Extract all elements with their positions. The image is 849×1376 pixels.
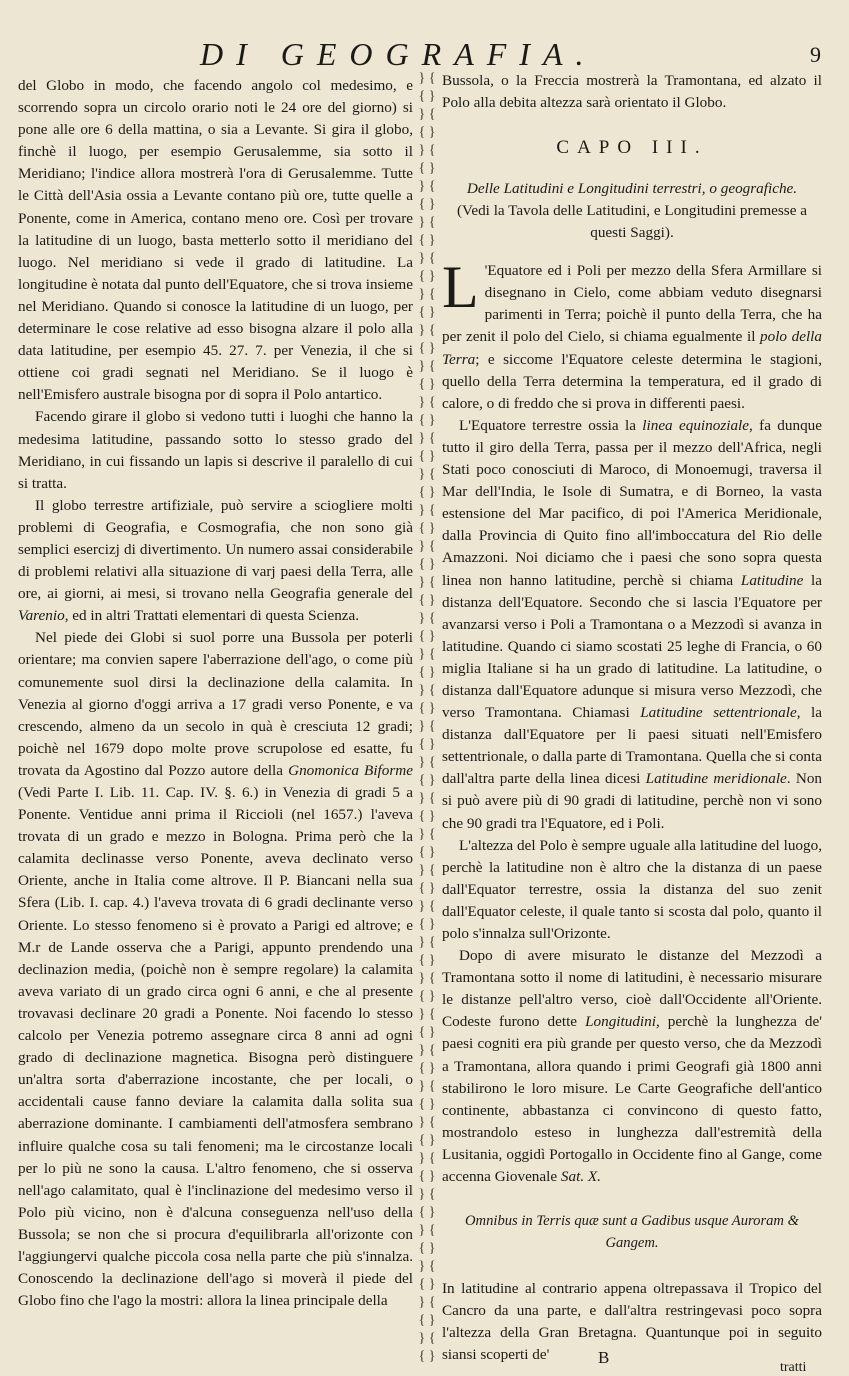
ornament-glyph: { }: [418, 125, 436, 140]
ornament-glyph: } {: [418, 107, 436, 122]
ornament-glyph: { }: [418, 1205, 436, 1220]
ornament-glyph: { }: [418, 1025, 436, 1040]
ornament-glyph: } {: [418, 1331, 436, 1346]
ornament-glyph: } {: [418, 539, 436, 554]
text-run: ; e siccome l'Equatore celeste determina le stagioni, quello della Terra determina la temperatura, ed il grado di calore, o di freddo che si prova in differenti paesi.: [442, 350, 822, 412]
ornament-glyph: } {: [418, 1115, 436, 1130]
text-run: 'Equatore ed i Poli per mezzo della Sfera Armillare si disegnano in Cielo, come abbiam veduto disegnarsi parimenti in Terra; poichè il punto della Terra, che ha per zenit il polo del Cielo, si chiama egualmente il: [442, 262, 822, 346]
italic-text: Sat. X.: [560, 1168, 601, 1186]
drop-cap: L: [442, 254, 479, 321]
italic-text: polo della Terra: [442, 328, 822, 368]
ornament-glyph: } {: [418, 1079, 436, 1094]
paragraph: del Globo in modo, che facendo angolo col medesimo, e scorrendo sopra un circolo orario noti le 24 ore del giorno) si pone alle ore 6 della mattina, o sia a Levante. Si gira il globo, finchè il luogo, per esempio Gerusalemme, sia sotto il Meridiano; l'indice allora mostrerà l'ora di Gerusalemme. Tutte le Città dell'Asia ossia a Levante contano più ore, tutte quelle a Ponente, come in America, contano meno ore. Così per trovare la latitudine di un luogo, basta metterlo sotto il meridiano del luogo. Nel meridiano si vede il grado di latitudine. La longitudine è notata dal punto dell'Equatore, che si trova insieme nel Meridiano. Quando si conosce la latitudine di un luogo, per determinare le cose relative ad esso bisogna alzare il polo alla data latitudine, per esempio 45. 27. 7. per Venezia, il che si ottiene coi gradi segnati nel Meridiano. Se il luogo è nell'Emisfero australe bisogna por di sopra il Polo antartico.: [18, 77, 413, 404]
paragraph: [18, 627, 413, 1312]
ornament-glyph: } {: [418, 1151, 436, 1166]
ornament-glyph: { }: [418, 737, 436, 752]
ornament-glyph: { }: [418, 413, 436, 428]
paragraph: [442, 945, 822, 1188]
ornament-glyph: } {: [418, 1295, 436, 1310]
chapter-subtitle-plain: (Vedi la Tavola delle Latitudini, e Longitudini premesse a questi Saggi).: [457, 202, 807, 242]
page-number: 9: [810, 42, 821, 67]
ornament-glyph: { }: [418, 989, 436, 1004]
ornament-glyph: } {: [418, 647, 436, 662]
ornament-glyph: { }: [418, 233, 436, 248]
ornament-glyph: } {: [418, 683, 436, 698]
ornament-glyph: { }: [418, 449, 436, 464]
ornament-glyph: } {: [418, 899, 436, 914]
ornament-glyph: { }: [418, 665, 436, 680]
ornament-glyph: } {: [418, 935, 436, 950]
ornament-glyph: } {: [418, 1223, 436, 1238]
italic-text: linea equinoziale: [642, 416, 750, 434]
ornament-glyph: { }: [418, 1097, 436, 1112]
running-head: [0, 38, 849, 70]
ornament-glyph: } {: [418, 287, 436, 302]
ornament-glyph: } {: [418, 359, 436, 374]
paragraph: Facendo girare il globo si vedono tutti i luoghi che hanno la medesima latitudine, passando sotto lo stesso grado del Meridiano, in cui fissando un lapis si descrive il paralello di cui si tratta.: [18, 408, 413, 492]
ornament-glyph: } {: [418, 251, 436, 266]
paragraph: In latitudine al contrario appena oltrepassava il Tropico del Cancro da una parte, e dall'altra restringevasi poco sopra l'altezza della Gran Bretagna. Quantunque poi in seguito siansi scoperti de': [442, 1280, 822, 1364]
text-run: , fa dunque tutto il giro della Terra, passa per il mezzo dell'Africa, negli Stati poco conosciuti di Maroco, di Monoemugi, traversa il Mar dell'India, le Isole di Sumatra, e di Borneo, la vasta estensione del Mar pacifico, di poi l'America Meridionale, dalla Provincia di Quito fino all'imboccatura del Rio delle Amazzoni. Noi diciamo che i paesi che sono sopra questa linea non hanno latitudine, perchè si chiama: [442, 416, 822, 589]
ornament-glyph: { }: [418, 881, 436, 896]
ornament-glyph: } {: [418, 971, 436, 986]
ornament-glyph: { }: [418, 161, 436, 176]
ornament-glyph: } {: [418, 467, 436, 482]
ornament-glyph: } {: [418, 179, 436, 194]
italic-text: Latitudine settentrionale: [640, 704, 797, 722]
ornament-glyph: { }: [418, 845, 436, 860]
ornament-glyph: { }: [418, 1277, 436, 1292]
text-run: Nel piede dei Globi si suol porre una Bussola per poterli orientare; ma convien sapere l'aberrazione dell'ago, o come più comunemente suol dirsi la declinazione della calamita. In Venezia al giorno d'oggi arriva a 17 gradi verso Ponente, e va crescendo, almeno da un secolo in quà è cresciuta 12 gradi; poichè nel 1679 dopo molte prove scrupolose ed esatte, fu trovata da Agostino dal Pozzo autore della: [18, 629, 413, 779]
ornament-glyph: } {: [418, 1043, 436, 1058]
italic-text: Latitudine meridionale: [645, 770, 787, 788]
chapter-subtitle-italic: Delle Latitudini e Longitudini terrestri, o geografiche.: [466, 180, 798, 198]
signature-mark: B: [598, 1348, 610, 1367]
ornament-glyph: { }: [418, 917, 436, 932]
ornament-glyph: } {: [418, 323, 436, 338]
ornament-glyph: { }: [418, 773, 436, 788]
ornament-glyph: } {: [418, 1259, 436, 1274]
ornament-glyph: } {: [418, 71, 436, 86]
text-run: Il globo terrestre artifiziale, può servire a sciogliere molti problemi di Geografia, e Cosmografia, che non sono già semplici esercizj di divertimento. Un numero assai considerabile di problemi relativi alla situazione di varj paesi della Terra, alle ore, ai giorni, ai mesi, si trovano nella Geografia generale del: [18, 496, 413, 603]
ornament-glyph: { }: [418, 1133, 436, 1148]
text-run: . Non si può avere più di 90 gradi di latitudine, perchè non vi sono che 90 gradi tra l'Equatore, ed i Poli.: [442, 770, 823, 832]
text-run: (Vedi Parte I. Lib. 11. Cap. IV. §. 6.) in Venezia di gradi 5 a Ponente. Ventidue anni prima il Riccioli (nel 1657.) l'aveva trovata di un grado e mezzo in Bologna. Prima però che la calamita declinasse verso Ponente, aveva declinato verso Oriente, anche in Italia come altrove. Il P. Biancani nella sua Sfera (Lib. I. cap. 4.) l'aveva trovata di 6 gradi declinante verso Oriente. Lo stesso fenomeno si è provato a Parigi ed altrove; e M.r de Lande osserva che a Parigi, appunto prendendo una declinazion media, (poichè non è sempre regolare) la calamita aveva variato di un grado circa ogni 6 anni, e che al presente trovavasi declinare 20 gradi a Ponente. Noi facendo lo stesso calcolo per Venezia potremo assegnare circa 8 anni ad ogni grado di declinazione magnetica. Bisogna però distinguere un'altra sorta d'aberrazione incostante, che per locali, o accidentali cause fanno deviare la calamita dalla solita sua aberrazione dominante. I cambiamenti dell'atmosfera sembrano influire qualche cosa su tali fenomeni; ma le circostanze locali per lo più ne sono la causa. L'altro fenomeno, che si osserva nell'ago calamitato, qual è l'inclinazione del medesimo verso il Polo più vicino, non è d'alcuna conseguenza nell'uso della Bussola; se non che si procura d'equilibrarla all'orizonte con l'aggiungervi qualche piccola cosa nella parte che più s'innalza. Conoscendo la declinazione dell'ago si moverà il piede del Globo fino che l'ago la mostri: allora la linea principale della: [18, 784, 413, 1310]
column-divider-ornament: [414, 70, 440, 1370]
ornament-glyph: { }: [418, 305, 436, 320]
ornament-glyph: { }: [418, 269, 436, 284]
ornament-glyph: { }: [418, 701, 436, 716]
italic-text: Latitudine: [740, 571, 804, 589]
italic-text: Varenio: [18, 607, 65, 625]
chapter-subtitle: [442, 178, 822, 244]
chapter-title: CAPO III.: [556, 137, 708, 159]
paragraph: Bussola, o la Freccia mostrerà la Tramontana, ed alzato il Polo alla debita altezza sarà orientato il Globo.: [442, 72, 822, 112]
left-column: [18, 75, 413, 1312]
ornament-glyph: } {: [418, 719, 436, 734]
ornament-glyph: { }: [418, 377, 436, 392]
ornament-glyph: } {: [418, 755, 436, 770]
ornament-glyph: { }: [418, 89, 436, 104]
ornament-glyph: { }: [418, 521, 436, 536]
ornament-glyph: } {: [418, 827, 436, 842]
running-title: DI GEOGRAFIA.: [200, 36, 597, 72]
ornament-glyph: { }: [418, 1169, 436, 1184]
ornament-glyph: } {: [418, 863, 436, 878]
ornament-glyph: } {: [418, 791, 436, 806]
ornament-glyph: { }: [418, 1061, 436, 1076]
ornament-glyph: } {: [418, 503, 436, 518]
ornament-glyph: } {: [418, 215, 436, 230]
text-run: , perchè la lunghezza de' paesi cogniti era più grande per questo verso, che da Mezzodì a Tramontana, allora quando i primi Geografi già 1800 anni stabilirono le loro misure. Le Carte Geografiche dell'antico continente, abbastanza ci convincono di questo fatto, mostrandolo esteso in lunghezza dall'estremità della Lusitania, oggidì Portogallo in Occidente fino al Gange, come accenna Giovenale: [442, 1013, 823, 1186]
ornament-glyph: { }: [418, 197, 436, 212]
paragraph: [442, 254, 822, 415]
paragraph: [18, 495, 413, 628]
ornament-glyph: } {: [418, 143, 436, 158]
ornament-glyph: { }: [418, 341, 436, 356]
text-run: L'Equatore terrestre ossia la: [459, 416, 643, 434]
ornament-glyph: { }: [418, 1313, 436, 1328]
latin-quotation: Omnibus in Terris quæ sunt a Gadibus usque Auroram & Gangem.: [465, 1213, 799, 1252]
text-run: Dopo di avere misurato le distanze del Mezzodì a Tramontana sotto il nome di latitudini, è necessario misurare le distanze pell'altro verso, cioè dall'Occidente all'Oriente. Codeste furono dette: [442, 947, 822, 1031]
text-run: , la distanza dall'Equatore per li paesi situati nell'Emisfero settentrionale, o dalla parte di Tramontana. Quella che si conta dall'altra parte della linea dicesi: [442, 704, 823, 788]
ornament-glyph: { }: [418, 953, 436, 968]
ornament-glyph: { }: [418, 809, 436, 824]
italic-text: Gnomonica Biforme: [288, 761, 413, 779]
ornament-glyph: { }: [418, 593, 436, 608]
ornament-glyph: { }: [418, 629, 436, 644]
italic-text: Longitudini: [585, 1013, 656, 1031]
right-column: [442, 70, 822, 1367]
ornament-glyph: } {: [418, 431, 436, 446]
paragraph: [442, 415, 822, 835]
ornament-glyph: } {: [418, 611, 436, 626]
text-run: , ed in altri Trattati elementari di questa Scienza.: [64, 607, 360, 625]
catchword: tratti: [780, 1360, 807, 1375]
ornament-glyph: } {: [418, 395, 436, 410]
paragraph: L'altezza del Polo è sempre uguale alla latitudine del luogo, perchè la latitudine non è altro che la distanza di un paese dall'Equator terrestre, ossia la distanza del suo zenit dall'Equator celeste, il quale tanto si scosta dal polo, quanto il polo s'innalza sull'Orizonte.: [442, 836, 822, 942]
text-run: la distanza dell'Equatore. Secondo che si lascia l'Equatore per avanzarsi verso i Poli a Tramontana o a Mezzodì si avanza in latitudine. Quando ci siamo scostati 25 leghe di Francia, o 60 miglia Italiane si ha un grado di latitudine. La latitudine, o distanza dall'Equatore adunque si misura verso Mezzodì, che verso Tramontana. Chiamasi: [442, 571, 822, 722]
ornament-glyph: { }: [418, 1349, 436, 1364]
ornament-glyph: { }: [418, 485, 436, 500]
ornament-glyph: { }: [418, 557, 436, 572]
ornament-glyph: { }: [418, 1241, 436, 1256]
ornament-glyph: } {: [418, 1007, 436, 1022]
ornament-glyph: } {: [418, 575, 436, 590]
ornament-glyph: } {: [418, 1187, 436, 1202]
